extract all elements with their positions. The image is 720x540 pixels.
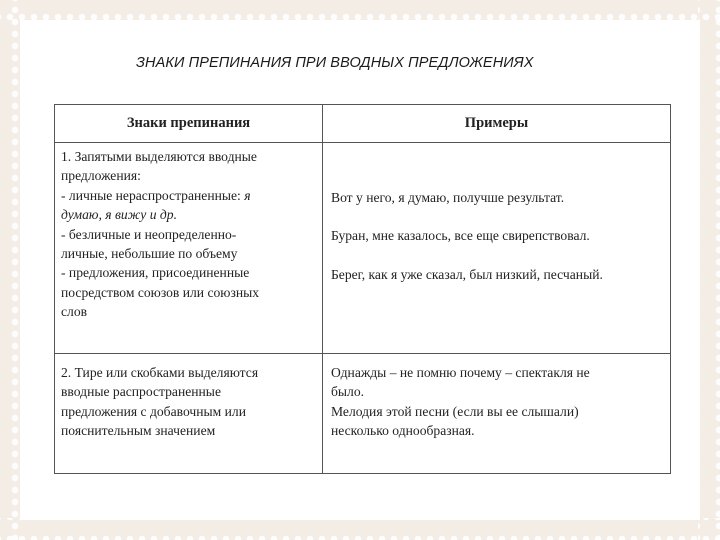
rule-line: 2. Тире или скобками выделяются	[61, 365, 259, 380]
rule-line: личные, небольшие по объему	[61, 246, 238, 262]
rule-line: посредством союзов или союзных	[61, 284, 260, 300]
example-line: было.	[331, 384, 365, 400]
example-line: несколько однообразная.	[331, 423, 475, 439]
example-line: Мелодия этой песни (если вы ее слышали)	[331, 403, 579, 419]
right-perforation	[698, 0, 720, 540]
rule-italic-line: думаю, я вижу и др.	[61, 207, 178, 223]
rule-line: предложения:	[61, 168, 141, 184]
example-line: Берег, как я уже сказал, был низкий, песчаный.	[331, 266, 603, 282]
example-line: Вот у него, я думаю, получше результат.	[331, 190, 565, 205]
rule-line: 1. Запятыми выделяются вводные	[61, 149, 257, 164]
top-perforation	[0, 0, 720, 22]
table-header-row	[55, 105, 671, 143]
example-line: Однажды – не помню почему – спектакля не	[331, 365, 590, 380]
rule-text: - личные нераспространенные:	[61, 187, 245, 203]
rule-line: предложения с добавочным или	[61, 403, 246, 419]
header-punctuation: Знаки препинания	[55, 105, 323, 143]
rule-line: вводные распространенные	[61, 384, 221, 400]
rule-line	[61, 186, 316, 205]
rule-italic: я	[244, 187, 251, 203]
left-perforation	[0, 0, 22, 540]
header-examples: Примеры	[323, 105, 671, 143]
rule-line: пояснительным значением	[61, 423, 216, 439]
rule-line: - безличные и неопределенно-	[61, 226, 237, 242]
example-cell-2	[323, 354, 671, 474]
rule-line: - предложения, присоединенные	[61, 265, 250, 281]
bottom-perforation	[0, 518, 720, 540]
example-line: Буран, мне казалось, все еще свирепствовал.	[331, 228, 590, 244]
rule-line: слов	[61, 304, 88, 320]
table-row	[55, 143, 671, 354]
example-cell-1	[323, 143, 671, 354]
rule-cell-2	[55, 354, 323, 474]
punctuation-table	[54, 104, 671, 474]
page-title: ЗНАКИ ПРЕПИНАНИЯ ПРИ ВВОДНЫХ ПРЕДЛОЖЕНИЯХ	[136, 55, 534, 71]
rule-cell-1	[55, 143, 323, 354]
table-row	[55, 354, 671, 474]
